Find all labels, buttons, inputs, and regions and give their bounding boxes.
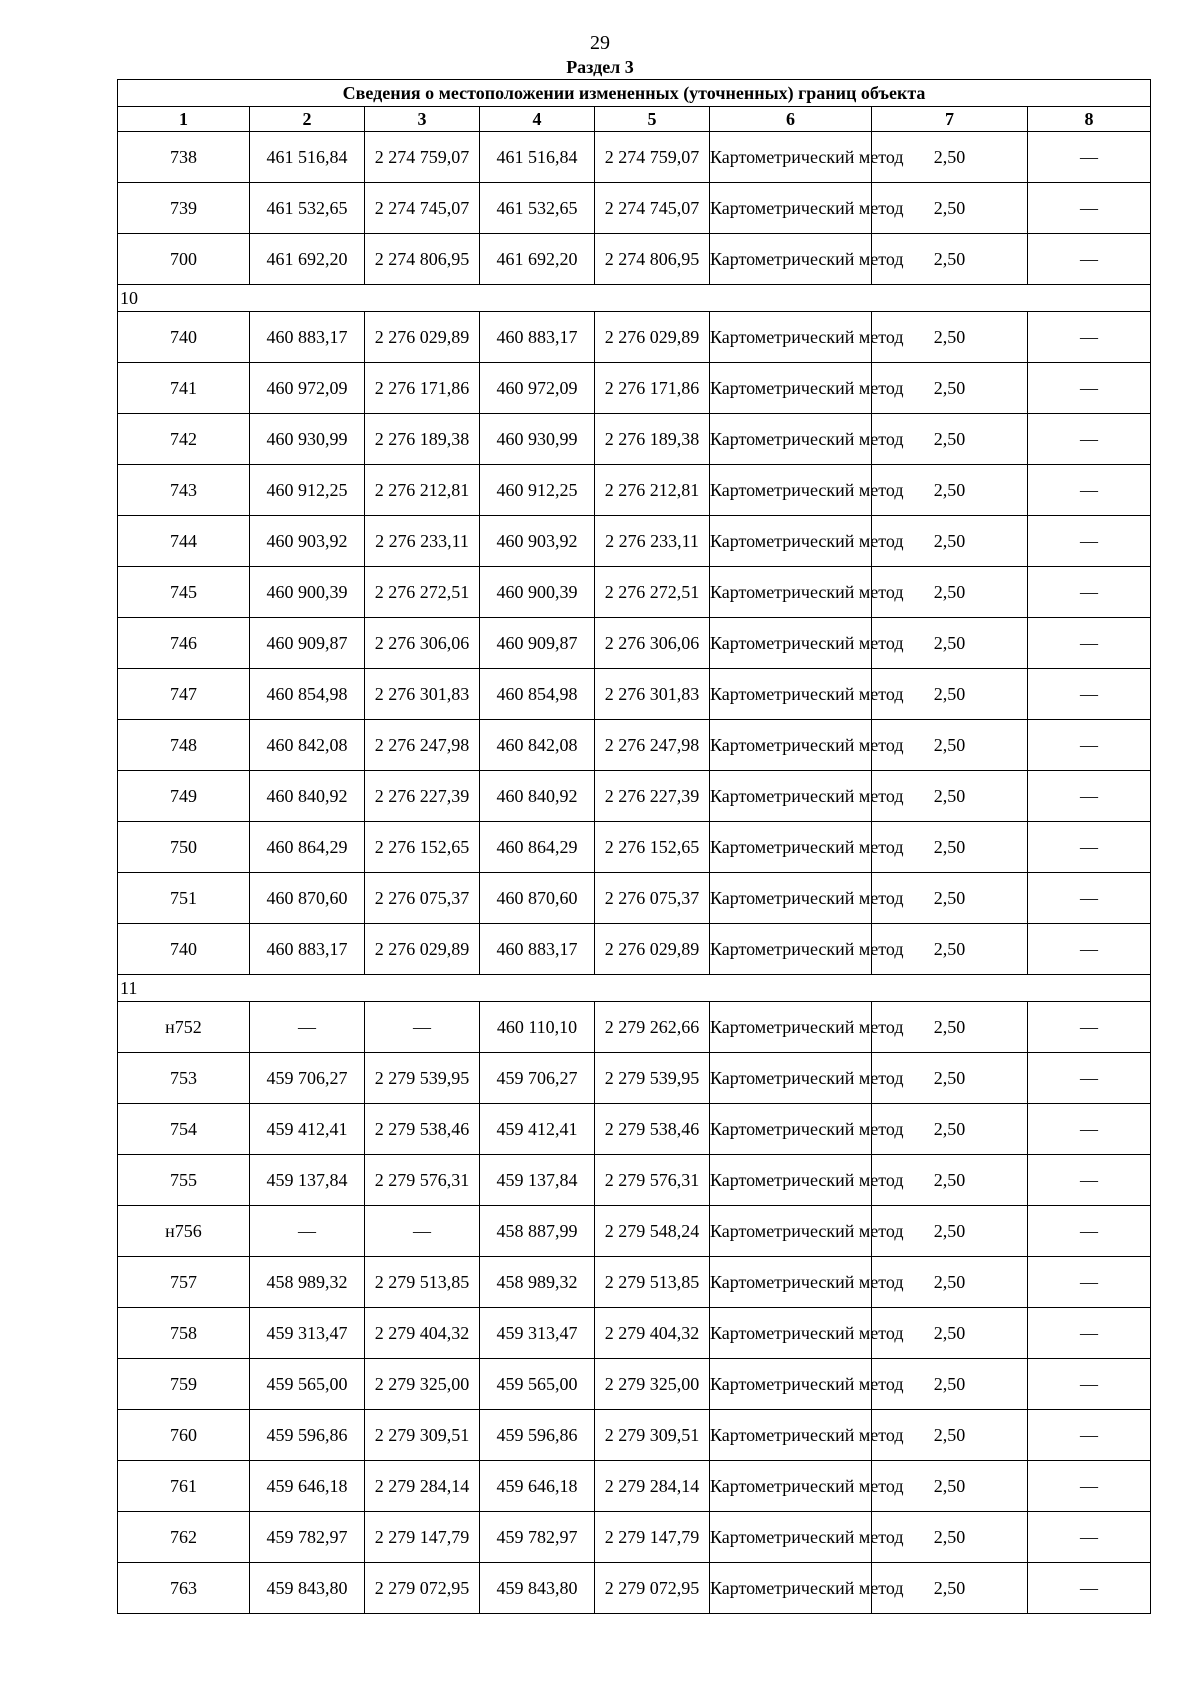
point-number-cell: 758 <box>118 1308 250 1359</box>
table-row <box>118 1104 1151 1155</box>
new-x-cell: 459 565,00 <box>480 1359 595 1410</box>
existing-y-cell: 2 276 247,98 <box>365 720 480 771</box>
point-number-cell: 751 <box>118 873 250 924</box>
existing-x-cell: 460 909,87 <box>250 618 365 669</box>
description-cell: — <box>1028 183 1151 234</box>
description-cell: — <box>1028 720 1151 771</box>
column-number: 7 <box>872 107 1028 132</box>
description-cell: — <box>1028 1257 1151 1308</box>
description-cell: — <box>1028 669 1151 720</box>
existing-y-cell: 2 276 152,65 <box>365 822 480 873</box>
method-cell: Картометрический метод <box>710 183 872 234</box>
description-cell: — <box>1028 1512 1151 1563</box>
table-row <box>118 720 1151 771</box>
new-x-cell: 459 596,86 <box>480 1410 595 1461</box>
method-cell: Картометрический метод <box>710 924 872 975</box>
new-y-cell: 2 276 029,89 <box>595 312 710 363</box>
table-row <box>118 1257 1151 1308</box>
existing-y-cell: 2 276 029,89 <box>365 924 480 975</box>
point-number-cell: 750 <box>118 822 250 873</box>
method-cell: Картометрический метод <box>710 1155 872 1206</box>
group-label: 10 <box>118 285 1151 312</box>
existing-x-cell: 459 137,84 <box>250 1155 365 1206</box>
new-x-cell: 460 854,98 <box>480 669 595 720</box>
description-cell: — <box>1028 1053 1151 1104</box>
description-cell: — <box>1028 1002 1151 1053</box>
existing-y-cell: 2 279 147,79 <box>365 1512 480 1563</box>
existing-y-cell: 2 274 759,07 <box>365 132 480 183</box>
new-y-cell: 2 276 152,65 <box>595 822 710 873</box>
point-number-cell: н756 <box>118 1206 250 1257</box>
description-cell: — <box>1028 363 1151 414</box>
existing-x-cell: — <box>250 1002 365 1053</box>
table-row <box>118 1461 1151 1512</box>
new-y-cell: 2 276 247,98 <box>595 720 710 771</box>
method-cell: Картометрический метод <box>710 873 872 924</box>
table-row <box>118 312 1151 363</box>
description-cell: — <box>1028 516 1151 567</box>
description-cell: — <box>1028 873 1151 924</box>
column-number: 1 <box>118 107 250 132</box>
table-row <box>118 1563 1151 1614</box>
accuracy-cell: 2,50 <box>872 132 1028 183</box>
new-x-cell: 460 883,17 <box>480 924 595 975</box>
accuracy-cell: 2,50 <box>872 1308 1028 1359</box>
accuracy-cell: 2,50 <box>872 1002 1028 1053</box>
point-number-cell: 738 <box>118 132 250 183</box>
existing-x-cell: 460 840,92 <box>250 771 365 822</box>
new-y-cell: 2 276 233,11 <box>595 516 710 567</box>
new-x-cell: 459 412,41 <box>480 1104 595 1155</box>
existing-x-cell: 460 883,17 <box>250 924 365 975</box>
table-row <box>118 183 1151 234</box>
new-x-cell: 460 110,10 <box>480 1002 595 1053</box>
new-y-cell: 2 279 262,66 <box>595 1002 710 1053</box>
column-number: 5 <box>595 107 710 132</box>
new-x-cell: 458 989,32 <box>480 1257 595 1308</box>
table-row <box>118 1359 1151 1410</box>
accuracy-cell: 2,50 <box>872 312 1028 363</box>
method-cell: Картометрический метод <box>710 132 872 183</box>
table-row <box>118 1053 1151 1104</box>
new-x-cell: 459 313,47 <box>480 1308 595 1359</box>
point-number-cell: 760 <box>118 1410 250 1461</box>
existing-x-cell: 460 883,17 <box>250 312 365 363</box>
point-number-cell: 745 <box>118 567 250 618</box>
table-row <box>118 567 1151 618</box>
existing-x-cell: 461 516,84 <box>250 132 365 183</box>
method-cell: Картометрический метод <box>710 822 872 873</box>
description-cell: — <box>1028 234 1151 285</box>
new-y-cell: 2 279 284,14 <box>595 1461 710 1512</box>
existing-y-cell: 2 279 538,46 <box>365 1104 480 1155</box>
existing-y-cell: 2 276 212,81 <box>365 465 480 516</box>
table-row <box>118 414 1151 465</box>
point-number-cell: 739 <box>118 183 250 234</box>
point-number-cell: 747 <box>118 669 250 720</box>
accuracy-cell: 2,50 <box>872 1512 1028 1563</box>
method-cell: Картометрический метод <box>710 1104 872 1155</box>
accuracy-cell: 2,50 <box>872 1053 1028 1104</box>
new-y-cell: 2 279 325,00 <box>595 1359 710 1410</box>
existing-x-cell: 460 854,98 <box>250 669 365 720</box>
accuracy-cell: 2,50 <box>872 414 1028 465</box>
existing-x-cell: 458 989,32 <box>250 1257 365 1308</box>
existing-y-cell: 2 276 306,06 <box>365 618 480 669</box>
existing-x-cell: 460 900,39 <box>250 567 365 618</box>
accuracy-cell: 2,50 <box>872 618 1028 669</box>
new-y-cell: 2 276 306,06 <box>595 618 710 669</box>
new-y-cell: 2 279 576,31 <box>595 1155 710 1206</box>
point-number-cell: 743 <box>118 465 250 516</box>
existing-y-cell: 2 279 404,32 <box>365 1308 480 1359</box>
new-y-cell: 2 279 513,85 <box>595 1257 710 1308</box>
table-row <box>118 1206 1151 1257</box>
table-row <box>118 1308 1151 1359</box>
new-x-cell: 459 782,97 <box>480 1512 595 1563</box>
table-row <box>118 822 1151 873</box>
method-cell: Картометрический метод <box>710 771 872 822</box>
description-cell: — <box>1028 312 1151 363</box>
column-number: 6 <box>710 107 872 132</box>
table-row <box>118 771 1151 822</box>
accuracy-cell: 2,50 <box>872 771 1028 822</box>
existing-y-cell: 2 276 233,11 <box>365 516 480 567</box>
new-x-cell: 460 840,92 <box>480 771 595 822</box>
table-row <box>118 1512 1151 1563</box>
existing-x-cell: 460 864,29 <box>250 822 365 873</box>
method-cell: Картометрический метод <box>710 669 872 720</box>
description-cell: — <box>1028 1104 1151 1155</box>
method-cell: Картометрический метод <box>710 465 872 516</box>
new-y-cell: 2 276 212,81 <box>595 465 710 516</box>
description-cell: — <box>1028 1206 1151 1257</box>
existing-y-cell: 2 279 576,31 <box>365 1155 480 1206</box>
method-cell: Картометрический метод <box>710 1053 872 1104</box>
existing-x-cell: 459 843,80 <box>250 1563 365 1614</box>
method-cell: Картометрический метод <box>710 1512 872 1563</box>
existing-y-cell: — <box>365 1206 480 1257</box>
new-y-cell: 2 279 539,95 <box>595 1053 710 1104</box>
description-cell: — <box>1028 132 1151 183</box>
existing-y-cell: 2 279 284,14 <box>365 1461 480 1512</box>
existing-x-cell: 459 782,97 <box>250 1512 365 1563</box>
coordinates-table <box>117 79 1151 1614</box>
method-cell: Картометрический метод <box>710 1563 872 1614</box>
accuracy-cell: 2,50 <box>872 669 1028 720</box>
new-x-cell: 460 900,39 <box>480 567 595 618</box>
existing-y-cell: 2 279 309,51 <box>365 1410 480 1461</box>
table-row <box>118 132 1151 183</box>
new-y-cell: 2 276 075,37 <box>595 873 710 924</box>
existing-x-cell: 461 532,65 <box>250 183 365 234</box>
new-x-cell: 460 864,29 <box>480 822 595 873</box>
accuracy-cell: 2,50 <box>872 363 1028 414</box>
method-cell: Картометрический метод <box>710 1257 872 1308</box>
point-number-cell: н752 <box>118 1002 250 1053</box>
existing-x-cell: — <box>250 1206 365 1257</box>
accuracy-cell: 2,50 <box>872 1410 1028 1461</box>
new-x-cell: 460 883,17 <box>480 312 595 363</box>
existing-y-cell: 2 276 189,38 <box>365 414 480 465</box>
existing-x-cell: 461 692,20 <box>250 234 365 285</box>
column-number: 2 <box>250 107 365 132</box>
existing-y-cell: 2 274 745,07 <box>365 183 480 234</box>
new-y-cell: 2 276 029,89 <box>595 924 710 975</box>
new-y-cell: 2 279 538,46 <box>595 1104 710 1155</box>
description-cell: — <box>1028 771 1151 822</box>
point-number-cell: 762 <box>118 1512 250 1563</box>
existing-x-cell: 460 870,60 <box>250 873 365 924</box>
existing-y-cell: 2 276 029,89 <box>365 312 480 363</box>
new-x-cell: 461 516,84 <box>480 132 595 183</box>
existing-y-cell: 2 276 301,83 <box>365 669 480 720</box>
new-x-cell: 459 646,18 <box>480 1461 595 1512</box>
existing-x-cell: 459 596,86 <box>250 1410 365 1461</box>
column-number-row <box>118 107 1151 132</box>
table-row <box>118 669 1151 720</box>
table-row <box>118 516 1151 567</box>
existing-y-cell: 2 279 539,95 <box>365 1053 480 1104</box>
method-cell: Картометрический метод <box>710 414 872 465</box>
accuracy-cell: 2,50 <box>872 924 1028 975</box>
column-number: 4 <box>480 107 595 132</box>
new-y-cell: 2 279 072,95 <box>595 1563 710 1614</box>
column-number: 3 <box>365 107 480 132</box>
new-x-cell: 460 912,25 <box>480 465 595 516</box>
description-cell: — <box>1028 465 1151 516</box>
point-number-cell: 753 <box>118 1053 250 1104</box>
accuracy-cell: 2,50 <box>872 1206 1028 1257</box>
point-number-cell: 740 <box>118 924 250 975</box>
new-x-cell: 460 903,92 <box>480 516 595 567</box>
point-number-cell: 759 <box>118 1359 250 1410</box>
existing-y-cell: 2 279 325,00 <box>365 1359 480 1410</box>
accuracy-cell: 2,50 <box>872 183 1028 234</box>
column-number: 8 <box>1028 107 1151 132</box>
description-cell: — <box>1028 414 1151 465</box>
point-number-cell: 754 <box>118 1104 250 1155</box>
description-cell: — <box>1028 1308 1151 1359</box>
method-cell: Картометрический метод <box>710 567 872 618</box>
method-cell: Картометрический метод <box>710 1308 872 1359</box>
point-number-cell: 740 <box>118 312 250 363</box>
point-number-cell: 742 <box>118 414 250 465</box>
point-number-cell: 757 <box>118 1257 250 1308</box>
accuracy-cell: 2,50 <box>872 1359 1028 1410</box>
accuracy-cell: 2,50 <box>872 720 1028 771</box>
method-cell: Картометрический метод <box>710 312 872 363</box>
new-x-cell: 459 706,27 <box>480 1053 595 1104</box>
description-cell: — <box>1028 1410 1151 1461</box>
new-y-cell: 2 276 171,86 <box>595 363 710 414</box>
section-title: Раздел 3 <box>566 57 634 77</box>
description-cell: — <box>1028 618 1151 669</box>
accuracy-cell: 2,50 <box>872 465 1028 516</box>
new-x-cell: 461 532,65 <box>480 183 595 234</box>
table-body <box>118 132 1151 1614</box>
new-x-cell: 460 930,99 <box>480 414 595 465</box>
existing-y-cell: 2 276 171,86 <box>365 363 480 414</box>
method-cell: Картометрический метод <box>710 516 872 567</box>
table-row <box>118 1155 1151 1206</box>
point-number-cell: 749 <box>118 771 250 822</box>
description-cell: — <box>1028 822 1151 873</box>
new-y-cell: 2 274 745,07 <box>595 183 710 234</box>
new-y-cell: 2 276 272,51 <box>595 567 710 618</box>
accuracy-cell: 2,50 <box>872 1461 1028 1512</box>
existing-x-cell: 460 842,08 <box>250 720 365 771</box>
description-cell: — <box>1028 1461 1151 1512</box>
existing-y-cell: 2 276 272,51 <box>365 567 480 618</box>
description-cell: — <box>1028 1563 1151 1614</box>
method-cell: Картометрический метод <box>710 1206 872 1257</box>
accuracy-cell: 2,50 <box>872 1104 1028 1155</box>
new-x-cell: 458 887,99 <box>480 1206 595 1257</box>
point-number-cell: 761 <box>118 1461 250 1512</box>
existing-x-cell: 459 706,27 <box>250 1053 365 1104</box>
new-x-cell: 459 843,80 <box>480 1563 595 1614</box>
method-cell: Картометрический метод <box>710 1359 872 1410</box>
new-y-cell: 2 279 309,51 <box>595 1410 710 1461</box>
table-row <box>118 465 1151 516</box>
existing-y-cell: — <box>365 1002 480 1053</box>
accuracy-cell: 2,50 <box>872 1563 1028 1614</box>
page-number: 29 <box>590 32 610 54</box>
method-cell: Картометрический метод <box>710 720 872 771</box>
accuracy-cell: 2,50 <box>872 1155 1028 1206</box>
existing-x-cell: 460 930,99 <box>250 414 365 465</box>
new-x-cell: 460 909,87 <box>480 618 595 669</box>
new-x-cell: 460 972,09 <box>480 363 595 414</box>
accuracy-cell: 2,50 <box>872 516 1028 567</box>
method-cell: Картометрический метод <box>710 618 872 669</box>
group-row <box>118 975 1151 1002</box>
group-label: 11 <box>118 975 1151 1002</box>
method-cell: Картометрический метод <box>710 234 872 285</box>
method-cell: Картометрический метод <box>710 1410 872 1461</box>
new-x-cell: 461 692,20 <box>480 234 595 285</box>
accuracy-cell: 2,50 <box>872 567 1028 618</box>
table-row <box>118 234 1151 285</box>
existing-y-cell: 2 274 806,95 <box>365 234 480 285</box>
point-number-cell: 755 <box>118 1155 250 1206</box>
existing-x-cell: 459 313,47 <box>250 1308 365 1359</box>
accuracy-cell: 2,50 <box>872 822 1028 873</box>
method-cell: Картометрический метод <box>710 1461 872 1512</box>
method-cell: Картометрический метод <box>710 1002 872 1053</box>
description-cell: — <box>1028 924 1151 975</box>
existing-x-cell: 460 972,09 <box>250 363 365 414</box>
table-row <box>118 924 1151 975</box>
accuracy-cell: 2,50 <box>872 1257 1028 1308</box>
point-number-cell: 746 <box>118 618 250 669</box>
new-y-cell: 2 276 189,38 <box>595 414 710 465</box>
existing-y-cell: 2 276 227,39 <box>365 771 480 822</box>
table-row <box>118 363 1151 414</box>
point-number-cell: 700 <box>118 234 250 285</box>
method-cell: Картометрический метод <box>710 363 872 414</box>
existing-x-cell: 459 412,41 <box>250 1104 365 1155</box>
description-cell: — <box>1028 567 1151 618</box>
new-y-cell: 2 279 404,32 <box>595 1308 710 1359</box>
new-x-cell: 460 842,08 <box>480 720 595 771</box>
new-x-cell: 459 137,84 <box>480 1155 595 1206</box>
existing-x-cell: 459 565,00 <box>250 1359 365 1410</box>
point-number-cell: 741 <box>118 363 250 414</box>
table-row <box>118 873 1151 924</box>
description-cell: — <box>1028 1359 1151 1410</box>
accuracy-cell: 2,50 <box>872 234 1028 285</box>
new-y-cell: 2 274 759,07 <box>595 132 710 183</box>
point-number-cell: 744 <box>118 516 250 567</box>
existing-y-cell: 2 279 072,95 <box>365 1563 480 1614</box>
table-row <box>118 1410 1151 1461</box>
table-row <box>118 1002 1151 1053</box>
existing-x-cell: 460 912,25 <box>250 465 365 516</box>
description-cell: — <box>1028 1155 1151 1206</box>
existing-x-cell: 459 646,18 <box>250 1461 365 1512</box>
table-caption: Сведения о местоположении измененных (уточненных) границ объекта <box>118 80 1151 107</box>
point-number-cell: 748 <box>118 720 250 771</box>
new-y-cell: 2 274 806,95 <box>595 234 710 285</box>
new-y-cell: 2 276 301,83 <box>595 669 710 720</box>
new-y-cell: 2 279 147,79 <box>595 1512 710 1563</box>
new-y-cell: 2 276 227,39 <box>595 771 710 822</box>
accuracy-cell: 2,50 <box>872 873 1028 924</box>
new-x-cell: 460 870,60 <box>480 873 595 924</box>
new-y-cell: 2 279 548,24 <box>595 1206 710 1257</box>
table-row <box>118 618 1151 669</box>
point-number-cell: 763 <box>118 1563 250 1614</box>
existing-y-cell: 2 276 075,37 <box>365 873 480 924</box>
group-row <box>118 285 1151 312</box>
existing-x-cell: 460 903,92 <box>250 516 365 567</box>
existing-y-cell: 2 279 513,85 <box>365 1257 480 1308</box>
